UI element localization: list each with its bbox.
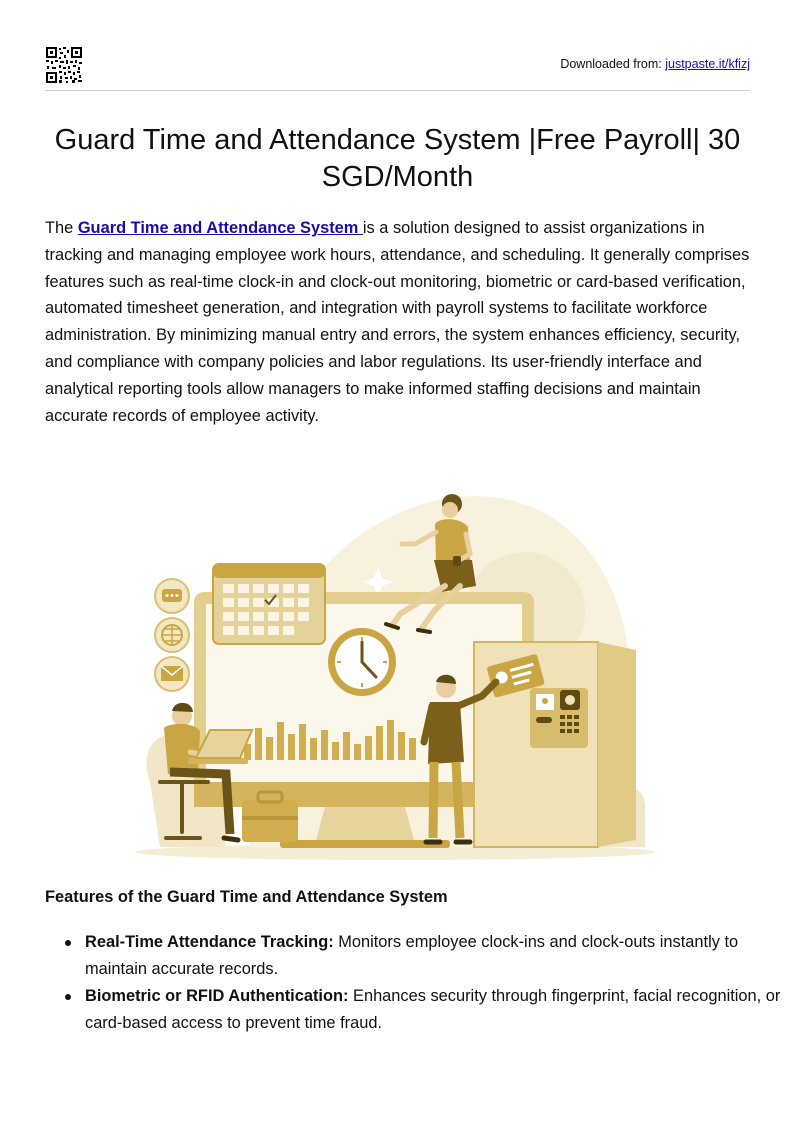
download-prefix: Downloaded from: [560, 57, 666, 71]
intro-paragraph [45, 215, 752, 429]
intro-lead: The [45, 219, 78, 237]
qr-code-icon [46, 47, 82, 83]
product-link[interactable]: Guard Time and Attendance System [77, 219, 363, 237]
feature-item-biometric-auth [85, 983, 792, 1037]
page-title: Guard Time and Attendance System |Free Payroll| 30 SGD/Month [54, 124, 741, 193]
feature-label: Real-Time Attendance Tracking: [85, 933, 334, 951]
feature-label: Biometric or RFID Authentication: [85, 987, 349, 1005]
feature-text: Monitors employee clock-ins and clock-outs instantly to maintain accurate records. [85, 933, 739, 978]
feature-item-realtime-tracking [85, 929, 792, 983]
download-source [560, 57, 750, 71]
attendance-system-illustration [130, 482, 660, 864]
feature-text: Enhances security through fingerprint, facial recognition, or card-based access to prevent time fraud. [85, 987, 781, 1032]
features-list [45, 929, 792, 1037]
header-divider [45, 90, 750, 91]
source-link[interactable]: justpaste.it/kfizj [665, 57, 750, 71]
intro-body: is a solution designed to assist organizations in tracking and managing employee work hours, attendance, and scheduling. It generally comprises features such as real-time clock-in and clock-out monitoring, biometric or card-based verification, automated timesheet generation, and integration with payroll systems to facilitate workforce administration. By minimizing manual entry and errors, the system enhances efficiency, security, and compliance with company policies and labor regulations. Its user-friendly interface and analytical reporting tools allow managers to make informed staffing decisions and maintain accurate records of employee activity. [45, 219, 750, 425]
features-heading: Features of the Guard Time and Attendance System [45, 888, 448, 906]
